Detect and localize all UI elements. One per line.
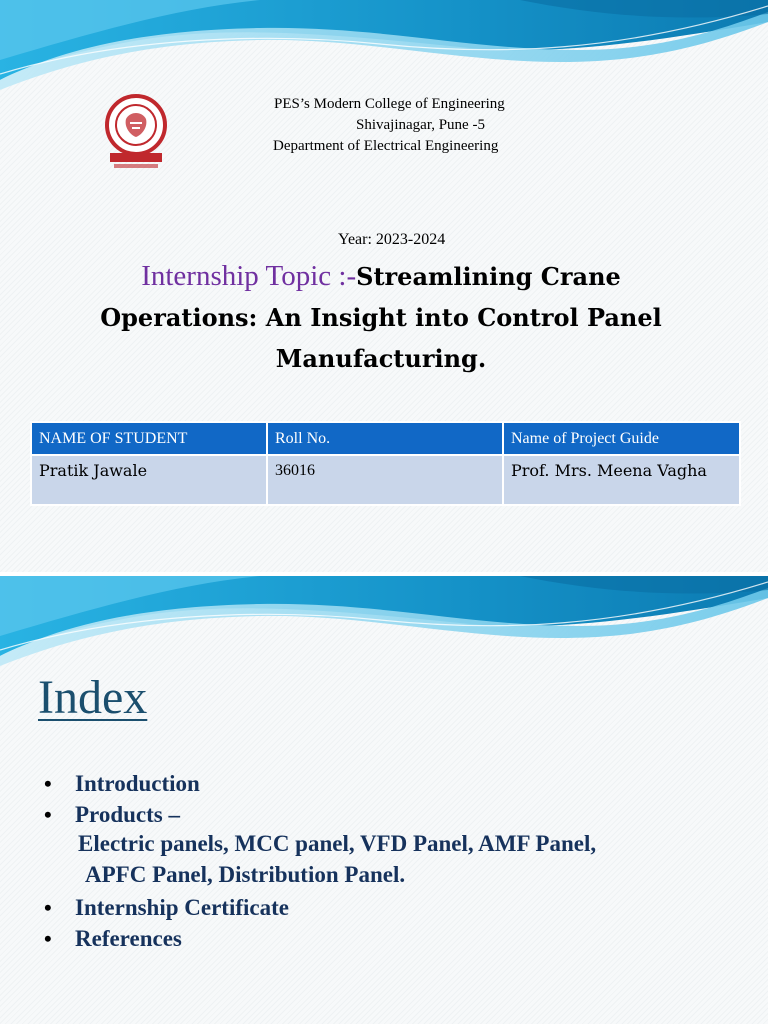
topic-title: Streamlining Crane Operations: An Insight into Control Panel Manufacturing. <box>100 262 662 373</box>
index-list <box>44 768 289 954</box>
list-item <box>44 768 289 799</box>
college-address: Shivajinagar, Pune -5 <box>356 117 485 133</box>
bullet-icon: • <box>44 771 52 796</box>
list-item-label: References <box>75 926 182 951</box>
table-row <box>31 455 740 505</box>
index-title: Index <box>38 671 148 724</box>
list-item-label: Introduction <box>75 771 200 796</box>
table-header-row <box>31 422 740 455</box>
list-item-label: Products – <box>75 802 180 827</box>
student-table <box>30 421 741 506</box>
cell-roll-no: 36016 <box>267 455 503 505</box>
header-wave-decoration <box>0 0 768 100</box>
header-student-name: NAME OF STUDENT <box>31 422 267 455</box>
bullet-icon: • <box>44 895 52 920</box>
header-roll-no: Roll No. <box>267 422 503 455</box>
bullet-icon: • <box>44 926 52 951</box>
cell-project-guide: Prof. Mrs. Meena Vagha <box>503 455 740 505</box>
academic-year: Year: 2023-2024 <box>338 231 446 248</box>
list-item <box>44 923 289 954</box>
internship-topic <box>60 258 702 381</box>
list-item-label: Internship Certificate <box>75 895 289 920</box>
products-sub-line: Electric panels, MCC panel, VFD Panel, AMF Panel, <box>78 831 597 856</box>
college-name: PES’s Modern College of Engineering <box>274 96 505 112</box>
header-wave-decoration <box>0 576 768 671</box>
products-sub-line: APFC Panel, Distribution Panel. <box>85 862 406 887</box>
cell-student-name: Pratik Jawale <box>31 455 267 505</box>
college-logo <box>104 93 168 173</box>
bullet-icon: • <box>44 802 52 827</box>
header-project-guide: Name of Project Guide <box>503 422 740 455</box>
list-item <box>44 892 289 923</box>
list-item <box>44 799 289 830</box>
topic-label: Internship Topic :- <box>141 260 357 292</box>
department-name: Department of Electrical Engineering <box>273 138 499 154</box>
